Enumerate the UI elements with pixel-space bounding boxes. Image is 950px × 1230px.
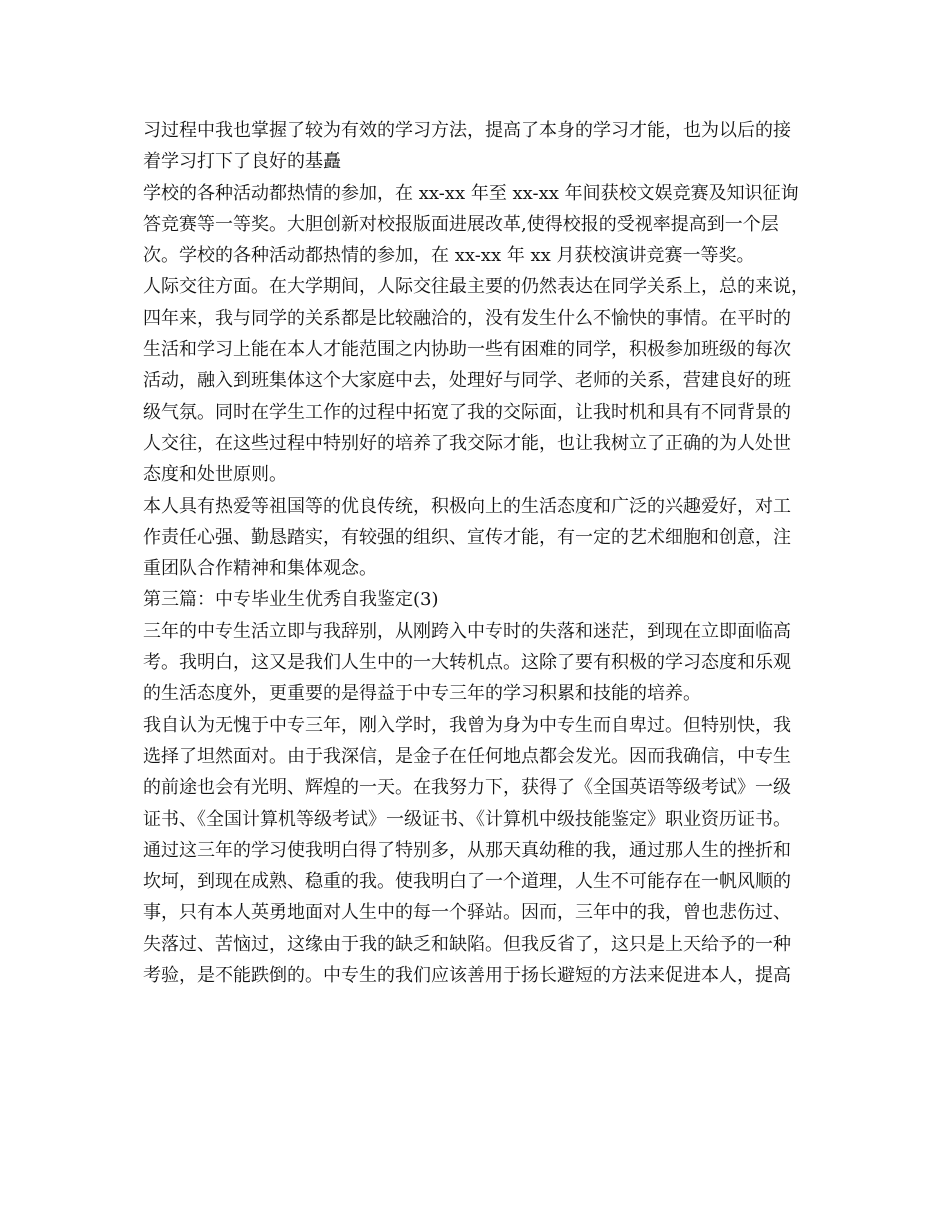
section-heading: 第三篇：中专毕业生优秀自我鉴定(3) xyxy=(143,589,439,611)
text-line: 活动，融入到班集体这个大家庭中去，处理好与同学、老师的关系，营建良好的班 xyxy=(143,370,791,392)
text-line: 考。我明白，这又是我们人生中的一大转机点。这除了要有积极的学习态度和乐观 xyxy=(143,652,791,674)
text-line: 态度和处世原则。 xyxy=(143,464,287,486)
text-line: 失落过、苦恼过，这缘由于我的缺乏和缺陷。但我反省了，这只是上天给予的一种 xyxy=(143,933,791,955)
text-line: 次。学校的各种活动都热情的参加，在 xx-xx 年 xx 月获校演讲竞赛一等奖。 xyxy=(143,245,755,267)
text-line: 我自认为无愧于中专三年，刚入学时，我曾为身为中专生而自卑过。但特别快，我 xyxy=(143,714,791,736)
text-line: 重团队合作精神和集体观念。 xyxy=(143,558,377,580)
text-line: 本人具有热爱等祖国等的优良传统，积极向上的生活态度和广泛的兴趣爱好，对工 xyxy=(143,495,791,517)
text-line: 证书、《全国计算机等级考试》一级证书、《计算机中级技能鉴定》职业资历证书。 xyxy=(143,808,791,830)
text-line: 坎坷，到现在成熟、稳重的我。使我明白了一个道理，人生不可能存在一帆风顺的 xyxy=(143,871,791,893)
text-line: 选择了坦然面对。由于我深信，是金子在任何地点都会发光。因而我确信，中专生 xyxy=(143,745,791,767)
text-line: 答竞赛等一等奖。大胆创新对校报版面进展改革,使得校报的受视率提高到一个层 xyxy=(143,213,779,235)
text-line: 级气氛。同时在学生工作的过程中拓宽了我的交际面，让我时机和具有不同背景的 xyxy=(143,401,791,423)
text-line: 学校的各种活动都热情的参加，在 xx-xx 年至 xx-xx 年间获校文娱竞赛及知识征询 xyxy=(143,182,799,204)
text-line: 习过程中我也掌握了较为有效的学习方法，提高了本身的学习才能，也为以后的接 xyxy=(143,120,791,141)
text-line: 人际交往方面。在大学期间，人际交往最主要的仍然表达在同学关系上，总的来说， xyxy=(143,276,809,298)
text-line: 人交往，在这些过程中特别好的培养了我交际才能，也让我树立了正确的为人处世 xyxy=(143,432,791,454)
text-line: 着学习打下了良好的基矗 xyxy=(143,151,341,173)
text-line: 作责任心强、勤恳踏实，有较强的组织、宣传才能，有一定的艺术细胞和创意，注 xyxy=(143,526,791,548)
text-line: 事，只有本人英勇地面对人生中的每一个驿站。因而，三年中的我，曾也悲伤过、 xyxy=(143,902,791,924)
document-body xyxy=(143,115,823,991)
text-line: 的生活态度外，更重要的是得益于中专三年的学习积累和技能的培养。 xyxy=(143,683,701,705)
text-line: 三年的中专生活立即与我辞别，从刚跨入中专时的失落和迷茫，到现在立即面临高 xyxy=(143,620,791,642)
text-line: 四年来，我与同学的关系都是比较融洽的，没有发生什么不愉快的事情。在平时的 xyxy=(143,307,791,329)
text-line: 的前途也会有光明、辉煌的一天。在我努力下，获得了《全国英语等级考试》一级 xyxy=(143,777,791,799)
text-line: 生活和学习上能在本人才能范围之内协助一些有困难的同学，积极参加班级的每次 xyxy=(143,339,791,361)
text-line: 通过这三年的学习使我明白得了特别多，从那天真幼稚的我，通过那人生的挫折和 xyxy=(143,839,791,861)
text-line: 考验，是不能跌倒的。中专生的我们应该善用于扬长避短的方法来促进本人，提高 xyxy=(143,965,791,987)
